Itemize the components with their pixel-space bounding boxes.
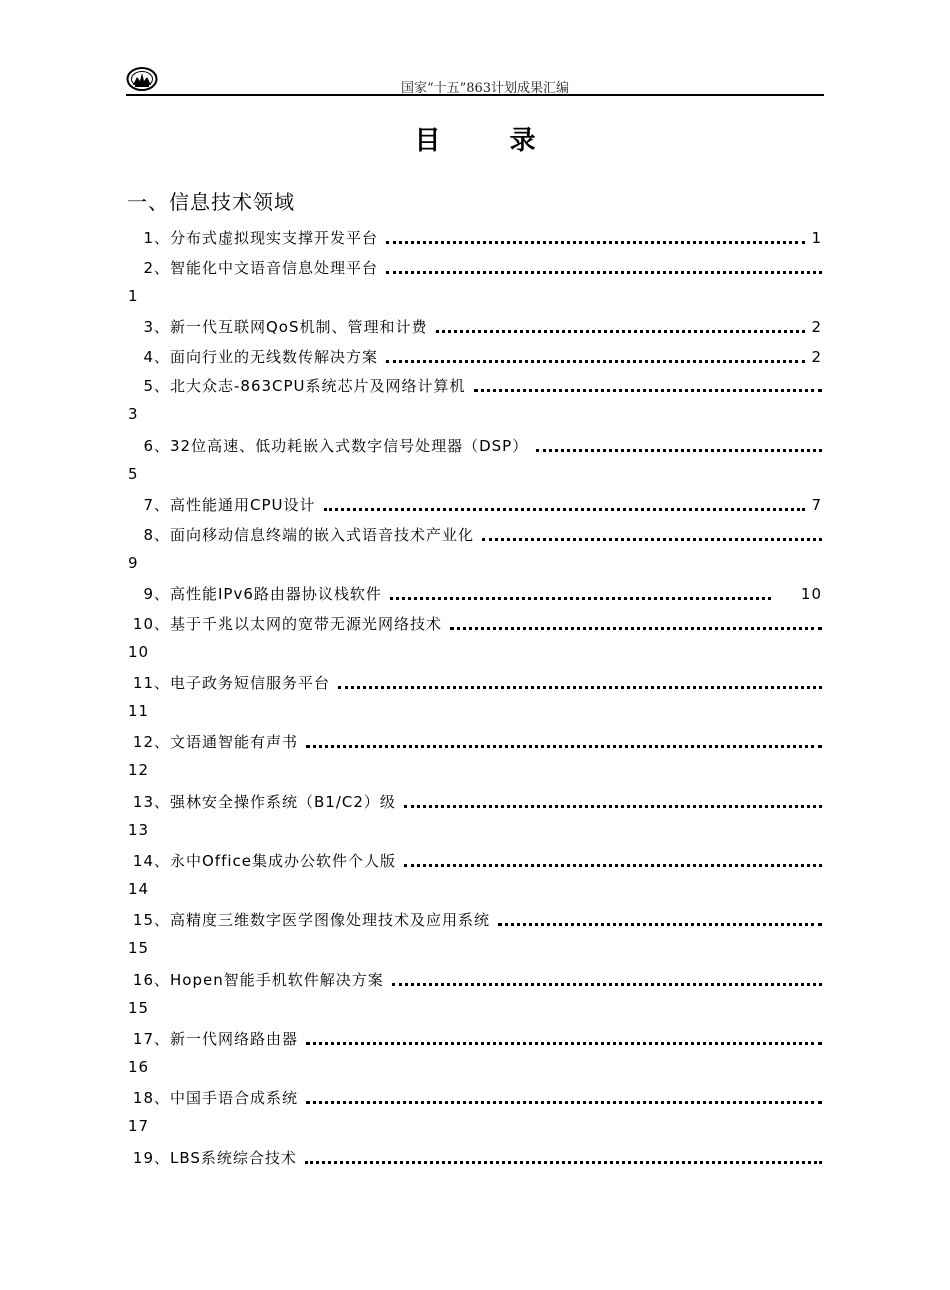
dot-leader [324, 507, 806, 511]
toc-entry-page: 1 [128, 287, 139, 305]
dot-leader [386, 359, 805, 363]
toc-entry-page: 13 [128, 821, 150, 839]
toc-entry[interactable] [128, 256, 822, 280]
toc-entry-number: 16、 [132, 971, 170, 989]
dot-leader [386, 240, 805, 244]
toc-entry[interactable] [128, 523, 822, 547]
dot-leader [306, 1100, 822, 1104]
dot-leader [482, 537, 822, 541]
toc-entry-number: 3、 [143, 318, 170, 336]
toc-entry-page: 2 [811, 318, 822, 336]
toc-entry-number: 2、 [143, 259, 170, 277]
toc-entry-number: 4、 [143, 348, 170, 366]
dot-leader [392, 982, 822, 986]
toc-entry-page: 10 [128, 643, 150, 661]
toc-entry-title: 高性能通用CPU设计 [170, 496, 316, 514]
toc-entry[interactable] [128, 849, 822, 873]
toc-entry-title: 基于千兆以太网的宽带无源光网络技术 [170, 615, 443, 633]
dot-leader [450, 626, 822, 630]
toc-entry-number: 13、 [132, 793, 170, 811]
toc-entry[interactable] [128, 582, 822, 606]
toc-entry[interactable] [128, 1027, 822, 1051]
toc-entry-page: 17 [128, 1117, 150, 1135]
dot-leader [404, 804, 822, 808]
toc-entry-page: 2 [811, 348, 822, 366]
toc-entry-number: 1、 [143, 229, 170, 247]
toc-entry-number: 17、 [132, 1030, 170, 1048]
toc-entry-page: 7 [811, 496, 822, 514]
toc-entry-title: 面向行业的无线数传解决方案 [170, 348, 379, 366]
toc-entry[interactable] [128, 612, 822, 636]
toc-entry-title: 面向移动信息终端的嵌入式语音技术产业化 [170, 526, 475, 544]
toc-entry[interactable] [128, 1086, 822, 1110]
dot-leader [404, 863, 822, 867]
dot-leader [474, 388, 822, 392]
dot-leader [306, 1041, 822, 1045]
toc-entry-number: 8、 [143, 526, 170, 544]
header-title: 国家“十五”863计划成果汇编 [400, 81, 570, 96]
toc-entry-title: Hopen智能手机软件解决方案 [170, 971, 384, 989]
dot-leader [338, 685, 822, 689]
document-title: 目 录 [414, 126, 566, 156]
toc-entry[interactable] [128, 434, 822, 458]
toc-entry-title: 高精度三维数字医学图像处理技术及应用系统 [170, 911, 491, 929]
toc-entry-number: 7、 [143, 496, 170, 514]
toc-entry[interactable] [128, 345, 822, 369]
toc-entry-page: 16 [128, 1058, 150, 1076]
dot-leader [305, 1160, 822, 1164]
toc-entry-page: 15 [128, 939, 150, 957]
toc-entry-title: 32位高速、低功耗嵌入式数字信号处理器（DSP） [170, 437, 529, 455]
toc-entry-number: 12、 [132, 733, 170, 751]
toc-entry[interactable] [128, 908, 822, 932]
toc-entry-page: 14 [128, 880, 150, 898]
toc-entry[interactable] [128, 493, 822, 517]
toc-entry-number: 11、 [132, 674, 170, 692]
toc-entry[interactable] [128, 374, 822, 398]
toc-entry-page: 5 [128, 465, 139, 483]
toc-entry-number: 18、 [132, 1089, 170, 1107]
toc-entry-title: 电子政务短信服务平台 [170, 674, 331, 692]
toc-entry-page: 1 [811, 229, 822, 247]
toc-entry-number: 14、 [132, 852, 170, 870]
toc-entry-page: 15 [128, 999, 150, 1017]
toc-entry-page: 12 [128, 761, 150, 779]
toc-entry-title: 强林安全操作系统（B1/C2）级 [170, 793, 396, 811]
toc-entry-number: 15、 [132, 911, 170, 929]
toc-entry-number: 19、 [132, 1149, 170, 1167]
section-heading: 一、信息技术领域 [127, 190, 295, 214]
toc-entry-title: 智能化中文语音信息处理平台 [170, 259, 379, 277]
toc-entry-number: 5、 [143, 377, 170, 395]
toc-entry-page: 10 [800, 585, 822, 603]
dot-leader [306, 744, 822, 748]
toc-entry-title: 永中Office集成办公软件个人版 [170, 852, 397, 870]
toc-entry-title: 分布式虚拟现实支撑开发平台 [170, 229, 379, 247]
dot-leader [536, 448, 822, 452]
toc-entry[interactable] [128, 1146, 822, 1170]
toc-entry-page: 3 [128, 405, 139, 423]
toc-entry-title: 文语通智能有声书 [170, 733, 299, 751]
toc-entry-number: 10、 [132, 615, 170, 633]
dot-leader [390, 596, 771, 600]
toc-entry-title: 新一代互联网QoS机制、管理和计费 [170, 318, 428, 336]
toc-entry[interactable] [128, 968, 822, 992]
toc-entry-title: 高性能IPv6路由器协议栈软件 [170, 585, 382, 603]
dot-leader [436, 329, 806, 333]
toc-entry-number: 6、 [143, 437, 170, 455]
toc-entry-title: 中国手语合成系统 [170, 1089, 299, 1107]
toc-entry-page: 11 [128, 702, 150, 720]
toc-entry-page: 9 [128, 554, 139, 572]
toc-entry[interactable] [128, 315, 822, 339]
dot-leader [386, 270, 822, 274]
toc-entry-title: 北大众志-863CPU系统芯片及网络计算机 [170, 377, 466, 395]
toc-entry[interactable] [128, 790, 822, 814]
toc-entry-title: LBS系统综合技术 [170, 1149, 297, 1167]
toc-entry-number: 9、 [143, 585, 170, 603]
toc-entry-title: 新一代网络路由器 [170, 1030, 299, 1048]
toc-entry[interactable] [128, 730, 822, 754]
dot-leader [498, 922, 822, 926]
toc-entry[interactable] [128, 671, 822, 695]
toc-entry[interactable] [128, 226, 822, 250]
